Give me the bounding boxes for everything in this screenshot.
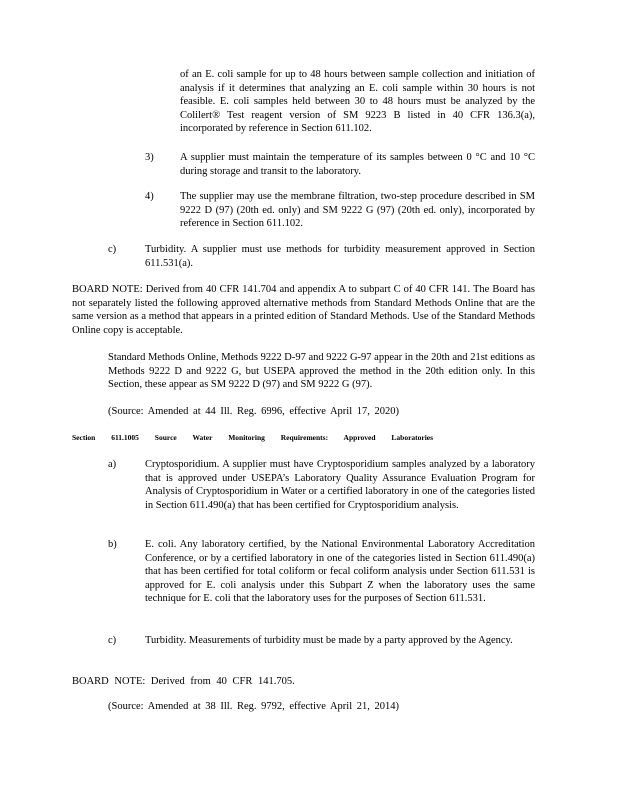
item-4-text: The supplier may use the membrane filtration, two-step procedure described in SM 9222 D (97) (20th ed. only) and SM 9222 G (97) (20th ed. only), incorporated by reference in Section 611.102. <box>180 191 535 230</box>
standard-methods-note: Standard Methods Online, Methods 9222 D-97 and 9222 G-97 appear in the 20th and 21st editions as Methods 9222 D and 9222 G, but USEPA approved the method in the 20th edition only. In this Section, these appear as SM 9222 D (97) and SM 9222 G (97). <box>108 352 535 391</box>
item-3-text: A supplier must maintain the temperature of its samples between 0 °C and 10 °C during storage and transit to the laboratory. <box>180 152 535 177</box>
item-c-text: Turbidity. A supplier must use methods for turbidity measurement approved in Section 611.531(a). <box>145 244 535 269</box>
section-item-a-label: a) <box>108 459 117 470</box>
section-item-c-text: Turbidity. Measurements of turbidity must be made by a party approved by the Agency. <box>145 635 513 646</box>
item-c-label: c) <box>108 244 117 255</box>
board-note-1: BOARD NOTE: Derived from 40 CFR 141.704 and appendix A to subpart C of 40 CFR 141. The Board has not separately listed the following approved alternative methods from Standard Methods Online that are the same version as a method that appears in a printed edition of Standard Methods. Use of the Standard Methods Online copy is acceptable. <box>72 284 535 336</box>
board-note-2: BOARD NOTE: Derived from 40 CFR 141.705. <box>72 676 295 687</box>
source-note-1: (Source: Amended at 44 Ill. Reg. 6996, effective April 17, 2020) <box>108 406 399 417</box>
source-note-2: (Source: Amended at 38 Ill. Reg. 9792, effective April 21, 2014) <box>108 701 399 712</box>
item-3-label: 3) <box>145 152 154 163</box>
section-item-a-text: Cryptosporidium. A supplier must have Cryptosporidium samples analyzed by a laboratory that is approved under USEPA’s Laboratory Quality Assurance Evaluation Program for Analysis of Cryptosporidium in Water or a certified laboratory in one of the categories listed in Section 611.490(a) that has been certified for Cryptosporidium analysis. <box>145 459 535 511</box>
section-item-b-label: b) <box>108 539 117 550</box>
item-4-label: 4) <box>145 191 154 202</box>
section-item-b-text: E. coli. Any laboratory certified, by the National Environmental Laboratory Accreditation Conference, or by a certified laboratory in one of the categories listed in Section 611.490(a) that has been certified for total coliform or fecal coliform analysis under Section 611.531 is approved for E. coli analysis under this Subpart Z when the laboratory uses the same technique for E. coli that the laboratory uses for the purposes of Section 611.531. <box>145 539 535 605</box>
section-item-c-label: c) <box>108 635 117 646</box>
continuation-paragraph: of an E. coli sample for up to 48 hours between sample collection and initiation of analysis if it determines that analyzing an E. coli sample within 30 hours is not feasible. E. coli samples held between 30 to 48 hours must be analyzed by the Colilert® Test reagent version of SM 9223 B listed in 40 CFR 136.3(a), incorporated by reference in Section 611.102. <box>180 69 535 135</box>
section-heading: Section 611.1005 Source Water Monitoring Requirements: Approved Laboratories <box>72 433 434 442</box>
